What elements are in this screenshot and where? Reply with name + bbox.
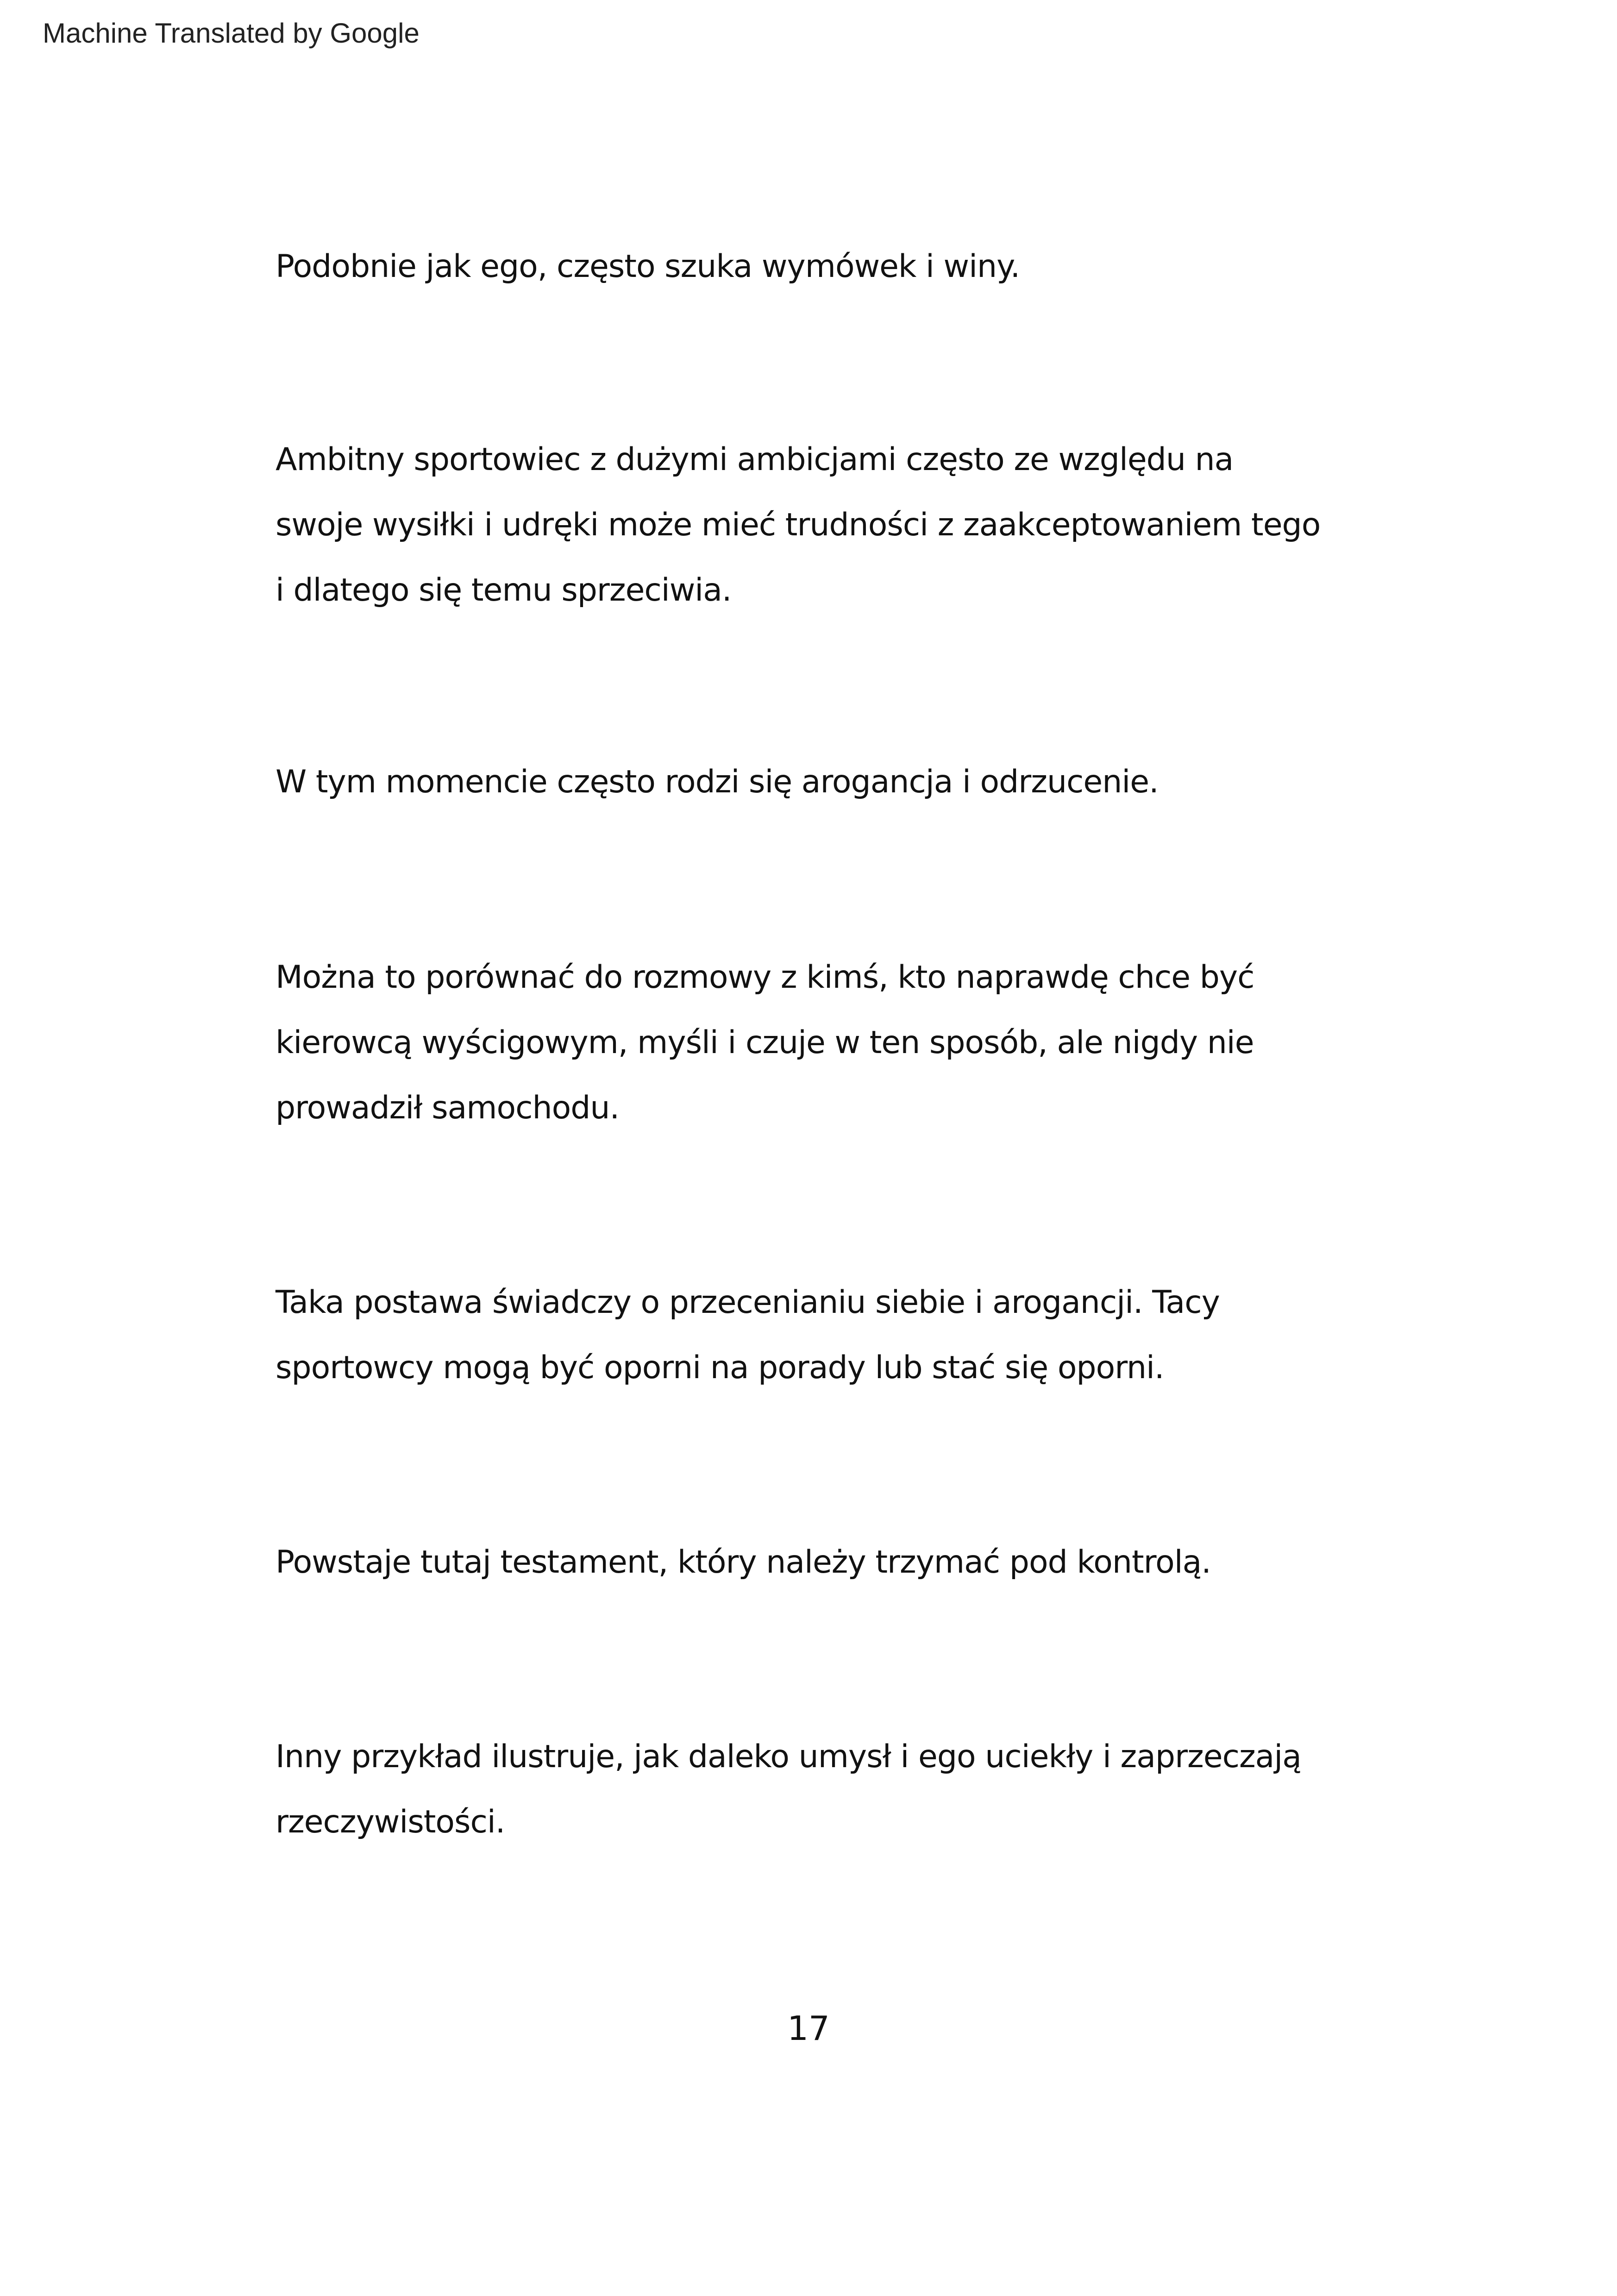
paragraph-line: Ambitny sportowiec z dużymi ambicjami często ze względu na	[276, 441, 1234, 478]
paragraph-line: kierowcą wyścigowym, myśli i czuje w ten sposób, ale nigdy nie	[276, 1024, 1254, 1061]
paragraph-line: i dlatego się temu sprzeciwia.	[276, 572, 732, 609]
paragraph	[276, 1530, 1396, 1595]
paragraph-line: swoje wysiłki i udręki może mieć trudności z zaakceptowaniem tego	[276, 507, 1321, 543]
paragraph-line: Taka postawa świadczy o przecenianiu siebie i arogancji. Tacy	[276, 1284, 1220, 1321]
paragraph-line: rzeczywistości.	[276, 1804, 505, 1840]
paragraph	[276, 1270, 1396, 1400]
paragraph	[276, 749, 1396, 815]
machine-translation-banner: Machine Translated by Google	[43, 18, 420, 49]
paragraph-line: W tym momencie często rodzi się arogancja i odrzucenie.	[276, 764, 1159, 800]
paragraph-line: Powstaje tutaj testament, który należy trzymać pod kontrolą.	[276, 1544, 1211, 1581]
paragraph	[276, 1724, 1396, 1855]
paragraph-line: Można to porównać do rozmowy z kimś, kto naprawdę chce być	[276, 959, 1254, 996]
paragraph-line: Podobnie jak ego, często szuka wymówek i winy.	[276, 248, 1020, 285]
paragraph	[276, 234, 1396, 299]
paragraph-line: Inny przykład ilustruje, jak daleko umysł i ego uciekły i zaprzeczają	[276, 1738, 1301, 1775]
paragraph-line: prowadził samochodu.	[276, 1090, 620, 1126]
paragraph	[276, 945, 1396, 1141]
paragraph	[276, 427, 1396, 623]
paragraph-line: sportowcy mogą być oporni na porady lub stać się oporni.	[276, 1349, 1164, 1386]
page-number: 17	[787, 2009, 830, 2048]
